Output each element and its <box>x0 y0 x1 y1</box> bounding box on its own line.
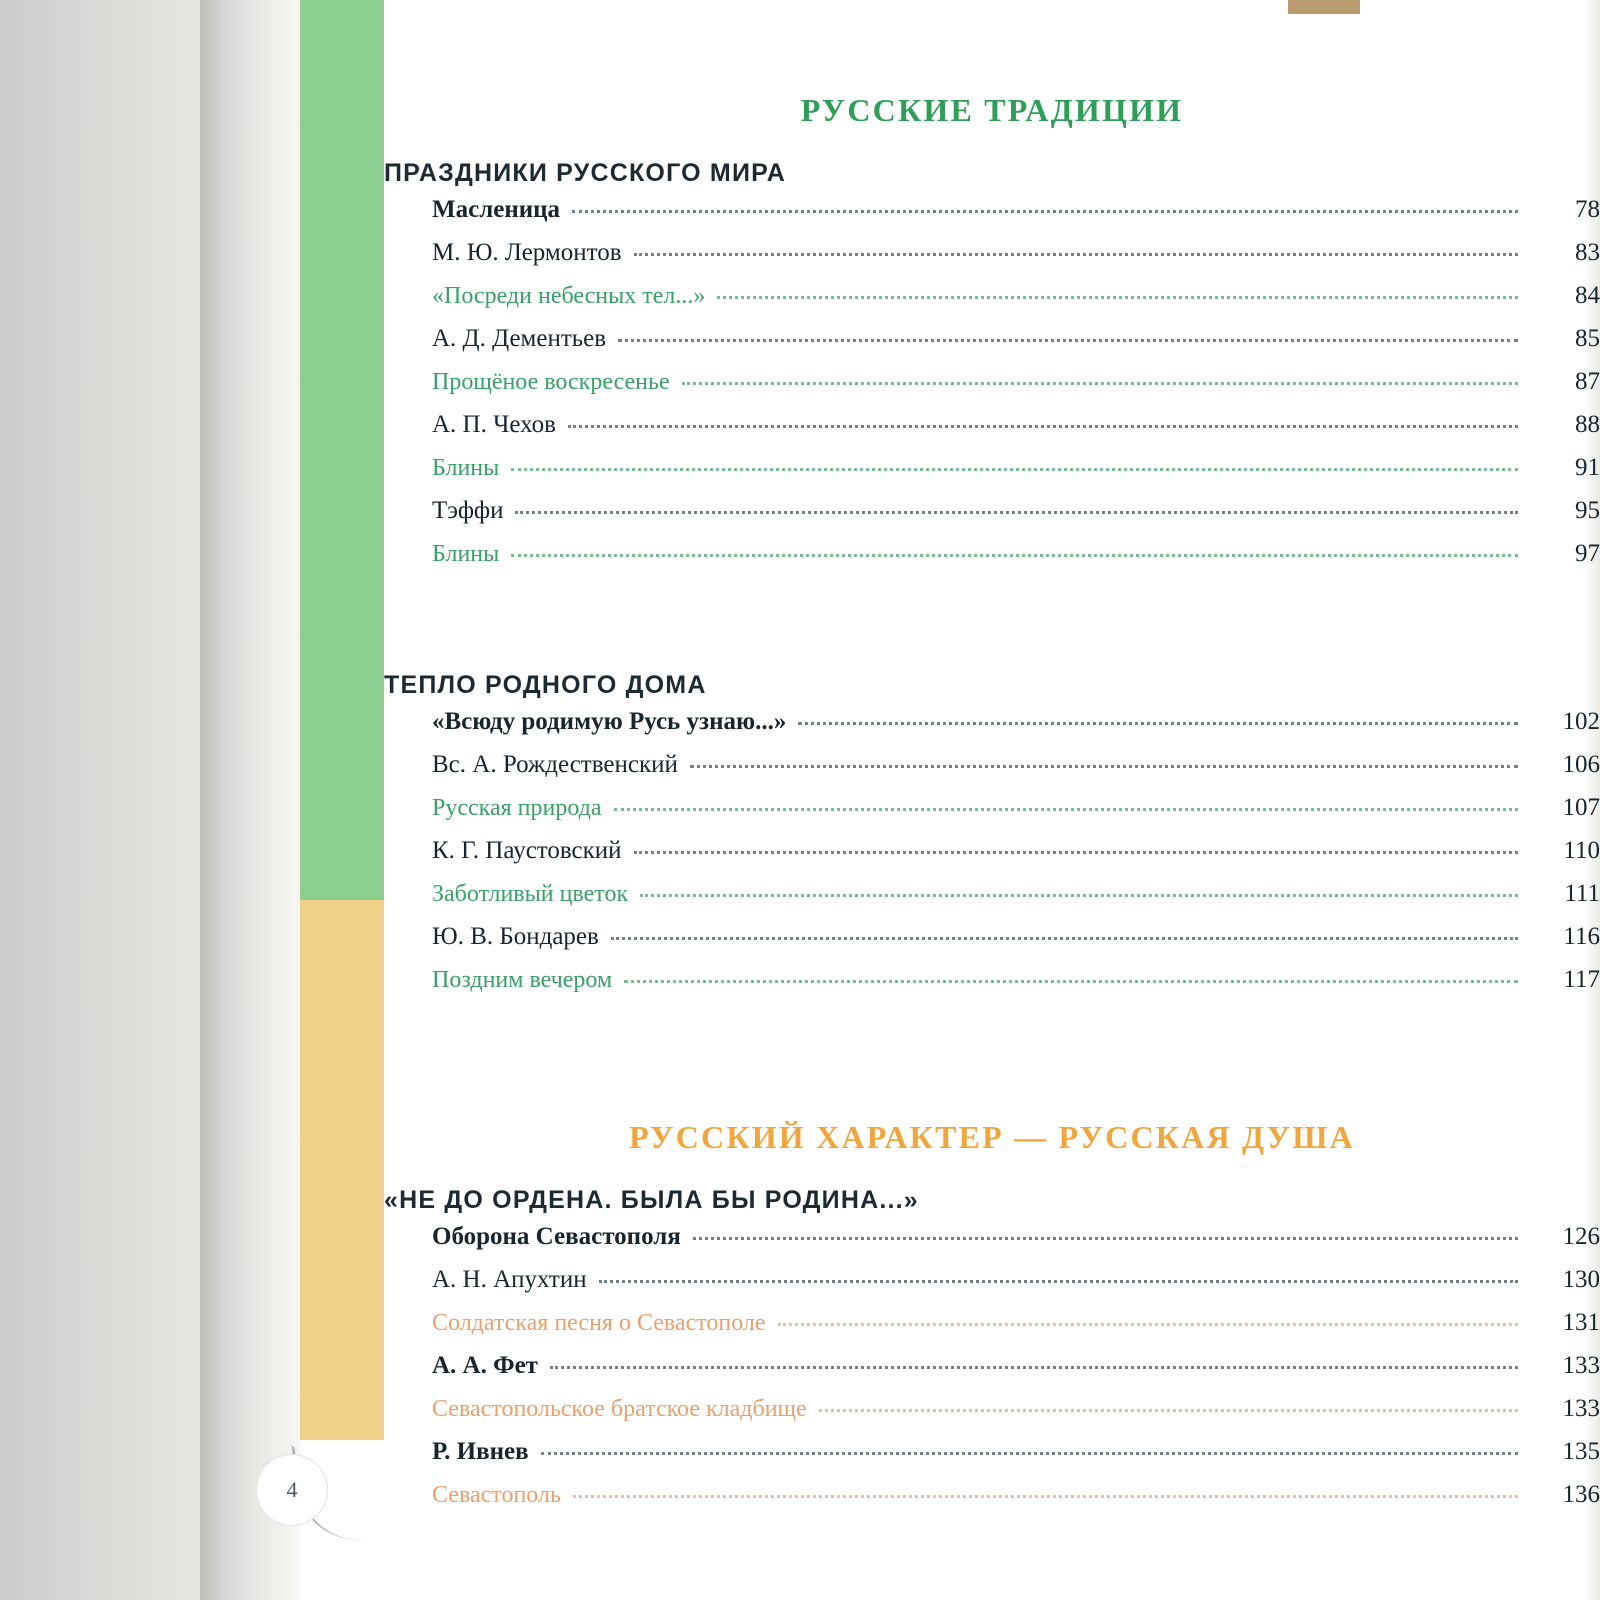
toc-entry[interactable] <box>432 958 1600 1001</box>
toc-entry-page: 78 <box>1575 196 1600 223</box>
toc-entry-label: Прощёное воскресенье <box>432 369 670 395</box>
toc-entry-label: Вс. А. Рождественский <box>432 751 678 778</box>
toc-leader-dots <box>599 1280 1518 1283</box>
toc-leader-dots <box>690 765 1518 768</box>
toc-entry-label: Блины <box>432 455 500 481</box>
toc-entry-label: А. Д. Дементьев <box>432 325 607 352</box>
toc-leader-dots <box>618 339 1518 342</box>
toc-entry[interactable] <box>432 317 1600 360</box>
toc-leader-dots <box>573 1495 1518 1498</box>
toc-entry-label: Тэффи <box>432 497 504 524</box>
toc-entry[interactable] <box>432 1473 1600 1516</box>
toc-entry-page: 126 <box>1562 1223 1600 1250</box>
toc-entry[interactable] <box>432 1258 1600 1301</box>
toc-entry[interactable] <box>432 915 1600 958</box>
toc-entry-label: Севастопольское братское кладбище <box>432 1396 807 1422</box>
toc-entry-page: 111 <box>1564 880 1600 907</box>
toc-leader-dots <box>717 296 1518 299</box>
section-heading-not-for-order: «НЕ ДО ОРДЕНА. БЫЛА БЫ РОДИНА...» <box>384 1186 919 1214</box>
toc-list-holidays <box>384 188 1600 575</box>
toc-entry-page: 83 <box>1575 239 1600 266</box>
toc-entry[interactable] <box>432 700 1600 743</box>
book-gutter <box>218 0 302 1600</box>
toc-entry-page: 110 <box>1563 837 1600 864</box>
toc-leader-dots <box>693 1237 1518 1240</box>
toc-entry[interactable] <box>432 743 1600 786</box>
toc-entry[interactable] <box>432 1387 1600 1430</box>
toc-entry-page: 84 <box>1575 282 1600 309</box>
toc-entry-label: Русская природа <box>432 795 602 821</box>
toc-entry-page: 131 <box>1562 1309 1600 1336</box>
toc-entry[interactable] <box>432 1301 1600 1344</box>
toc-leader-dots <box>634 851 1518 854</box>
toc-list-warmth-of-home <box>384 700 1600 1001</box>
toc-entry[interactable] <box>432 1344 1600 1387</box>
toc-leader-dots <box>819 1409 1518 1412</box>
table-of-contents <box>384 0 1600 1600</box>
toc-entry-label: Поздним вечером <box>432 967 613 993</box>
toc-entry-label: «Всюду родимую Русь узнаю...» <box>432 708 787 735</box>
toc-entry-label: Масленица <box>432 196 561 223</box>
toc-entry-page: 133 <box>1562 1352 1600 1379</box>
toc-leader-dots <box>798 722 1518 725</box>
toc-entry[interactable] <box>432 1430 1600 1473</box>
toc-entry-label: Солдатская песня о Севастополе <box>432 1310 766 1336</box>
toc-leader-dots <box>611 937 1518 940</box>
toc-entry-page: 136 <box>1562 1481 1600 1508</box>
toc-entry-page: 97 <box>1575 540 1600 567</box>
toc-entry-page: 85 <box>1575 325 1600 352</box>
toc-entry-page: 106 <box>1562 751 1600 778</box>
toc-leader-dots <box>778 1323 1518 1326</box>
toc-entry[interactable] <box>432 188 1600 231</box>
part-title-russian-traditions: РУССКИЕ ТРАДИЦИИ <box>800 92 1184 128</box>
toc-entry-label: К. Г. Паустовский <box>432 837 622 864</box>
toc-entry-label: Севастополь <box>432 1482 561 1508</box>
toc-leader-dots <box>640 894 1518 897</box>
toc-entry-page: 95 <box>1575 497 1600 524</box>
toc-leader-dots <box>568 425 1518 428</box>
toc-leader-dots <box>550 1366 1518 1369</box>
toc-entry[interactable] <box>432 1215 1600 1258</box>
toc-entry-page: 116 <box>1563 923 1600 950</box>
toc-leader-dots <box>572 210 1518 213</box>
toc-entry-label: «Посреди небесных тел...» <box>432 283 706 309</box>
toc-entry[interactable] <box>432 446 1600 489</box>
toc-entry-label: А. П. Чехов <box>432 411 556 438</box>
toc-leader-dots <box>541 1452 1518 1455</box>
toc-entry[interactable] <box>432 532 1600 575</box>
toc-leader-dots <box>624 980 1518 983</box>
toc-entry-label: Оборона Севастополя <box>432 1223 681 1250</box>
toc-entry-page: 133 <box>1562 1395 1600 1422</box>
toc-entry-label: А. Н. Апухтин <box>432 1266 587 1293</box>
toc-entry[interactable] <box>432 231 1600 274</box>
toc-entry-page: 130 <box>1562 1266 1600 1293</box>
toc-entry-label: Заботливый цветок <box>432 881 629 907</box>
toc-entry-page: 102 <box>1562 708 1600 735</box>
toc-leader-dots <box>511 468 1518 471</box>
toc-entry[interactable] <box>432 872 1600 915</box>
section-tab-orange <box>300 900 384 1440</box>
toc-leader-dots <box>515 511 1518 514</box>
toc-leader-dots <box>511 554 1518 557</box>
toc-entry[interactable] <box>432 489 1600 532</box>
toc-leader-dots <box>614 808 1519 811</box>
toc-entry-label: Ю. В. Бондарев <box>432 923 599 950</box>
toc-entry-label: Р. Ивнев <box>432 1438 529 1465</box>
toc-entry-label: Блины <box>432 541 500 567</box>
section-heading-holidays: ПРАЗДНИКИ РУССКОГО МИРА <box>384 159 787 187</box>
section-tab-green <box>300 0 384 900</box>
toc-entry-page: 135 <box>1562 1438 1600 1465</box>
page-folio <box>246 1436 406 1546</box>
toc-entry[interactable] <box>432 403 1600 446</box>
toc-entry[interactable] <box>432 274 1600 317</box>
toc-entry-page: 117 <box>1563 966 1600 993</box>
part-title-russian-character: РУССКИЙ ХАРАКТЕР — РУССКАЯ ДУША <box>629 1119 1355 1155</box>
toc-entry[interactable] <box>432 829 1600 872</box>
toc-leader-dots <box>682 382 1518 385</box>
toc-entry-label: М. Ю. Лермонтов <box>432 239 622 266</box>
page-number: 4 <box>286 1477 298 1502</box>
toc-leader-dots <box>634 253 1518 256</box>
toc-entry[interactable] <box>432 360 1600 403</box>
toc-entry-page: 88 <box>1575 411 1600 438</box>
toc-entry-page: 107 <box>1562 794 1600 821</box>
photo-left-margin <box>0 0 218 1600</box>
section-heading-warmth-of-home: ТЕПЛО РОДНОГО ДОМА <box>384 671 707 699</box>
toc-entry[interactable] <box>432 786 1600 829</box>
toc-list-not-for-order <box>384 1215 1600 1516</box>
toc-entry-label: А. А. Фет <box>432 1352 538 1379</box>
toc-entry-page: 91 <box>1575 454 1600 481</box>
toc-entry-page: 87 <box>1575 368 1600 395</box>
